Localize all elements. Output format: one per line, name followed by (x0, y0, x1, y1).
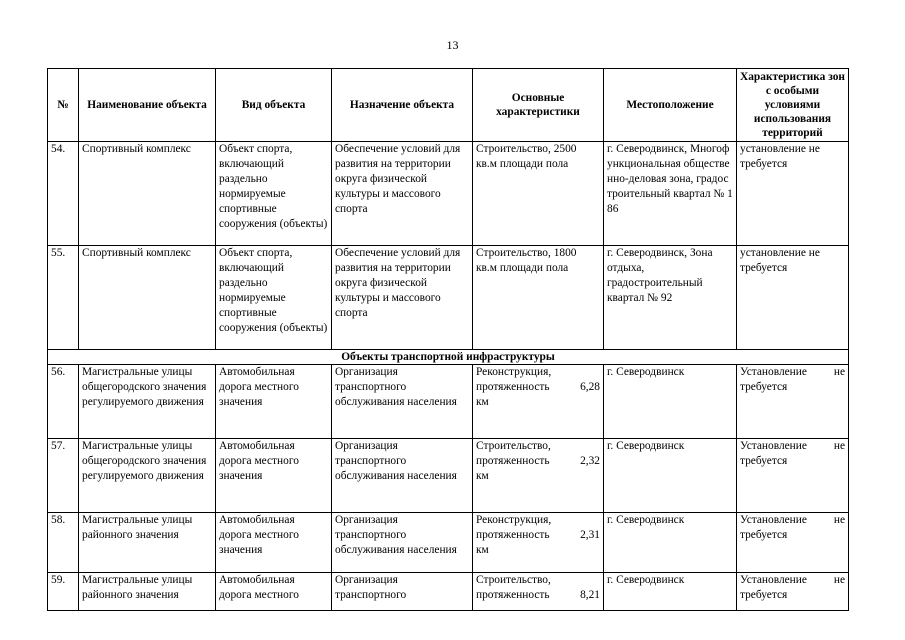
row-number: 57. (48, 439, 79, 513)
object-location: г. Северодвинск (604, 439, 737, 513)
table-row (48, 573, 849, 611)
header-object-name: Наименование объекта (79, 69, 216, 142)
object-zones (737, 573, 849, 611)
object-kind: Объект спорта, включающий раздельно нормируемые спортивные сооружения (объекты) (216, 142, 332, 246)
characteristics-length-line (476, 528, 600, 543)
zones-word: не (833, 514, 845, 526)
zones-line: требуется (740, 528, 788, 541)
characteristics-length-line (476, 380, 600, 395)
zones-line (740, 439, 845, 454)
length-value: 8,21 (580, 588, 600, 601)
object-name: Магистральные улицы районного значения (79, 513, 216, 573)
object-name: Магистральные улицы общегородского значения регулируемого движения (79, 439, 216, 513)
planning-objects-table (47, 68, 849, 611)
object-kind: Автомобильная дорога местного значения (216, 365, 332, 439)
zones-word: Установление (740, 366, 807, 378)
zones-word: не (833, 574, 845, 586)
row-number: 55. (48, 246, 79, 350)
object-characteristics (473, 365, 604, 439)
row-number: 59. (48, 573, 79, 611)
object-location: г. Северодвинск, Многофункциональная общественно-деловая зона, градостроительный квартал № 186 (604, 142, 737, 246)
row-number: 54. (48, 142, 79, 246)
table-row (48, 439, 849, 513)
characteristics-line: Строительство, (476, 440, 551, 452)
length-label: протяженность (476, 528, 550, 541)
header-location: Местоположение (604, 69, 737, 142)
zones-word: Установление (740, 514, 807, 526)
length-label: протяженность (476, 588, 550, 601)
header-object-kind: Вид объекта (216, 69, 332, 142)
characteristics-unit: км (476, 395, 489, 408)
characteristics-unit: км (476, 469, 489, 482)
zones-line (740, 573, 845, 588)
object-name: Магистральные улицы общегородского значения регулируемого движения (79, 365, 216, 439)
zones-line: требуется (740, 454, 788, 467)
object-zones: установление не требуется (737, 142, 849, 246)
object-purpose: Обеспечение условий для развития на территории округа физической культуры и массового спорта (332, 142, 473, 246)
object-location: г. Северодвинск (604, 573, 737, 611)
object-zones (737, 365, 849, 439)
table-row (48, 365, 849, 439)
section-header-row (48, 350, 849, 365)
object-kind: Автомобильная дорога местного (216, 573, 332, 611)
table-header-row (48, 69, 849, 142)
page-number: 13 (446, 38, 459, 52)
header-object-purpose: Назначение объекта (332, 69, 473, 142)
object-zones (737, 439, 849, 513)
zones-line: требуется (740, 588, 788, 601)
zones-line (740, 365, 845, 380)
length-value: 2,31 (580, 528, 600, 541)
length-label: протяженность (476, 380, 550, 393)
object-location: г. Северодвинск (604, 365, 737, 439)
length-label: протяженность (476, 454, 550, 467)
table-row (48, 246, 849, 350)
object-purpose: Организация транспортного обслуживания населения (332, 513, 473, 573)
section-title: Объекты транспортной инфраструктуры (48, 350, 849, 365)
row-number: 58. (48, 513, 79, 573)
object-characteristics (473, 513, 604, 573)
table-row (48, 142, 849, 246)
object-characteristics: Строительство, 2500 кв.м площади пола (473, 142, 604, 246)
object-purpose: Обеспечение условий для развития на территории округа физической культуры и массового спорта (332, 246, 473, 350)
zones-line: требуется (740, 380, 788, 393)
characteristics-length-line (476, 588, 600, 603)
object-location: г. Северодвинск, Зона отдыха, градостроительный квартал № 92 (604, 246, 737, 350)
object-purpose: Организация транспортного обслуживания населения (332, 439, 473, 513)
header-zones: Характеристика зон с особыми условиями использования территорий (737, 69, 849, 142)
zones-word: не (833, 440, 845, 452)
object-kind: Объект спорта, включающий раздельно нормируемые спортивные сооружения (объекты) (216, 246, 332, 350)
object-name: Спортивный комплекс (79, 142, 216, 246)
zones-word: Установление (740, 440, 807, 452)
row-number: 56. (48, 365, 79, 439)
object-kind: Автомобильная дорога местного значения (216, 513, 332, 573)
header-characteristics: Основные характеристики (473, 69, 604, 142)
object-zones: установление не требуется (737, 246, 849, 350)
characteristics-length-line (476, 454, 600, 469)
length-value: 6,28 (580, 380, 600, 393)
object-characteristics (473, 439, 604, 513)
table-row (48, 513, 849, 573)
characteristics-line: Реконструкция, (476, 514, 552, 526)
object-characteristics (473, 573, 604, 611)
zones-word: Установление (740, 574, 807, 586)
characteristics-line: Реконструкция, (476, 366, 552, 378)
characteristics-line: Строительство, (476, 574, 551, 586)
object-kind: Автомобильная дорога местного значения (216, 439, 332, 513)
object-name: Магистральные улицы районного значения (79, 573, 216, 611)
object-name: Спортивный комплекс (79, 246, 216, 350)
length-value: 2,32 (580, 454, 600, 467)
header-number: № (48, 69, 79, 142)
zones-line (740, 513, 845, 528)
object-characteristics: Строительство, 1800 кв.м площади пола (473, 246, 604, 350)
characteristics-unit: км (476, 543, 489, 556)
object-purpose: Организация транспортного обслуживания населения (332, 365, 473, 439)
object-location: г. Северодвинск (604, 513, 737, 573)
object-zones (737, 513, 849, 573)
object-purpose: Организация транспортного (332, 573, 473, 611)
zones-word: не (833, 366, 845, 378)
